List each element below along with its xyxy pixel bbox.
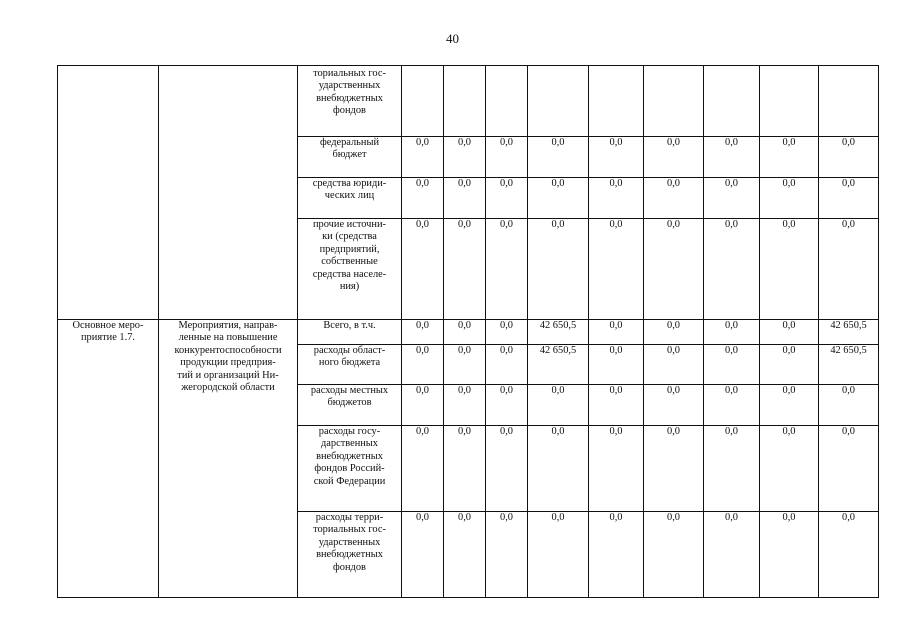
value-cell: 0,0 bbox=[819, 385, 879, 426]
value-cell: 0,0 bbox=[528, 512, 589, 598]
value-cell: 0,0 bbox=[644, 178, 704, 219]
value-cell: 0,0 bbox=[486, 178, 528, 219]
value-cell: 0,0 bbox=[704, 178, 760, 219]
value-cell: 0,0 bbox=[528, 385, 589, 426]
empty-cell bbox=[159, 66, 298, 320]
value-cell: 0,0 bbox=[589, 137, 644, 178]
value-cell: 0,0 bbox=[486, 426, 528, 512]
value-cell bbox=[644, 66, 704, 137]
value-cell: 42 650,5 bbox=[819, 320, 879, 345]
measure-name-cell: Основное меро- приятие 1.7. bbox=[58, 320, 159, 598]
value-cell: 42 650,5 bbox=[819, 345, 879, 385]
value-cell bbox=[402, 66, 444, 137]
value-cell: 0,0 bbox=[486, 219, 528, 320]
value-cell: 0,0 bbox=[486, 512, 528, 598]
value-cell: 0,0 bbox=[704, 219, 760, 320]
funding-source-cell: Всего, в т.ч. bbox=[298, 320, 402, 345]
value-cell: 0,0 bbox=[444, 137, 486, 178]
value-cell: 0,0 bbox=[402, 512, 444, 598]
value-cell: 0,0 bbox=[444, 320, 486, 345]
value-cell: 0,0 bbox=[589, 512, 644, 598]
value-cell: 0,0 bbox=[760, 345, 819, 385]
value-cell: 0,0 bbox=[819, 512, 879, 598]
value-cell: 0,0 bbox=[760, 426, 819, 512]
value-cell: 0,0 bbox=[704, 385, 760, 426]
value-cell bbox=[704, 66, 760, 137]
funding-source-cell: расходы госу- дарственных внебюджетных фондов Россий- ской Федерации bbox=[298, 426, 402, 512]
value-cell: 0,0 bbox=[528, 219, 589, 320]
value-cell: 0,0 bbox=[589, 385, 644, 426]
value-cell: 0,0 bbox=[704, 320, 760, 345]
value-cell: 0,0 bbox=[402, 426, 444, 512]
value-cell: 0,0 bbox=[760, 385, 819, 426]
value-cell: 0,0 bbox=[644, 426, 704, 512]
value-cell bbox=[444, 66, 486, 137]
funding-source-cell: ториальных гос- ударственных внебюджетных фондов bbox=[298, 66, 402, 137]
value-cell bbox=[528, 66, 589, 137]
value-cell: 0,0 bbox=[486, 137, 528, 178]
value-cell: 0,0 bbox=[589, 345, 644, 385]
value-cell: 0,0 bbox=[644, 512, 704, 598]
value-cell: 0,0 bbox=[402, 137, 444, 178]
value-cell bbox=[486, 66, 528, 137]
value-cell: 0,0 bbox=[819, 219, 879, 320]
value-cell: 0,0 bbox=[589, 219, 644, 320]
value-cell: 0,0 bbox=[486, 385, 528, 426]
measure-description-cell: Мероприятия, направ- ленные на повышение конкурентоспособности продукции предприя- тий и организаций Ни- жегородской области bbox=[159, 320, 298, 598]
value-cell: 0,0 bbox=[704, 137, 760, 178]
funding-source-cell: расходы област- ного бюджета bbox=[298, 345, 402, 385]
value-cell: 0,0 bbox=[402, 385, 444, 426]
value-cell: 0,0 bbox=[704, 345, 760, 385]
value-cell: 0,0 bbox=[528, 137, 589, 178]
value-cell: 0,0 bbox=[819, 426, 879, 512]
value-cell: 0,0 bbox=[760, 512, 819, 598]
value-cell: 0,0 bbox=[589, 320, 644, 345]
value-cell: 0,0 bbox=[528, 426, 589, 512]
funding-source-cell: средства юриди- ческих лиц bbox=[298, 178, 402, 219]
value-cell bbox=[589, 66, 644, 137]
value-cell: 0,0 bbox=[760, 178, 819, 219]
value-cell: 0,0 bbox=[402, 345, 444, 385]
value-cell: 0,0 bbox=[528, 178, 589, 219]
table-row bbox=[58, 66, 879, 137]
value-cell: 0,0 bbox=[444, 385, 486, 426]
value-cell bbox=[760, 66, 819, 137]
value-cell: 0,0 bbox=[760, 137, 819, 178]
value-cell: 0,0 bbox=[444, 512, 486, 598]
value-cell: 0,0 bbox=[819, 137, 879, 178]
value-cell: 0,0 bbox=[444, 178, 486, 219]
funding-table bbox=[57, 65, 879, 598]
funding-source-cell: прочие источни- ки (средства предприятий, собственные средства населе- ния) bbox=[298, 219, 402, 320]
value-cell: 0,0 bbox=[444, 426, 486, 512]
value-cell: 0,0 bbox=[644, 320, 704, 345]
value-cell: 0,0 bbox=[486, 345, 528, 385]
value-cell: 0,0 bbox=[819, 178, 879, 219]
value-cell: 0,0 bbox=[760, 320, 819, 345]
value-cell: 0,0 bbox=[644, 137, 704, 178]
funding-source-cell: расходы местных бюджетов bbox=[298, 385, 402, 426]
empty-cell bbox=[58, 66, 159, 320]
value-cell: 0,0 bbox=[402, 320, 444, 345]
value-cell: 42 650,5 bbox=[528, 345, 589, 385]
value-cell: 0,0 bbox=[589, 426, 644, 512]
value-cell: 0,0 bbox=[704, 426, 760, 512]
value-cell: 42 650,5 bbox=[528, 320, 589, 345]
value-cell: 0,0 bbox=[402, 219, 444, 320]
funding-source-cell: расходы терри- ториальных гос- ударственных внебюджетных фондов bbox=[298, 512, 402, 598]
value-cell: 0,0 bbox=[402, 178, 444, 219]
value-cell: 0,0 bbox=[486, 320, 528, 345]
page-number: 40 bbox=[446, 31, 459, 46]
value-cell bbox=[819, 66, 879, 137]
value-cell: 0,0 bbox=[644, 385, 704, 426]
value-cell: 0,0 bbox=[444, 219, 486, 320]
value-cell: 0,0 bbox=[644, 219, 704, 320]
funding-source-cell: федеральный бюджет bbox=[298, 137, 402, 178]
value-cell: 0,0 bbox=[444, 345, 486, 385]
value-cell: 0,0 bbox=[760, 219, 819, 320]
table-row bbox=[58, 320, 879, 345]
value-cell: 0,0 bbox=[704, 512, 760, 598]
value-cell: 0,0 bbox=[589, 178, 644, 219]
value-cell: 0,0 bbox=[644, 345, 704, 385]
